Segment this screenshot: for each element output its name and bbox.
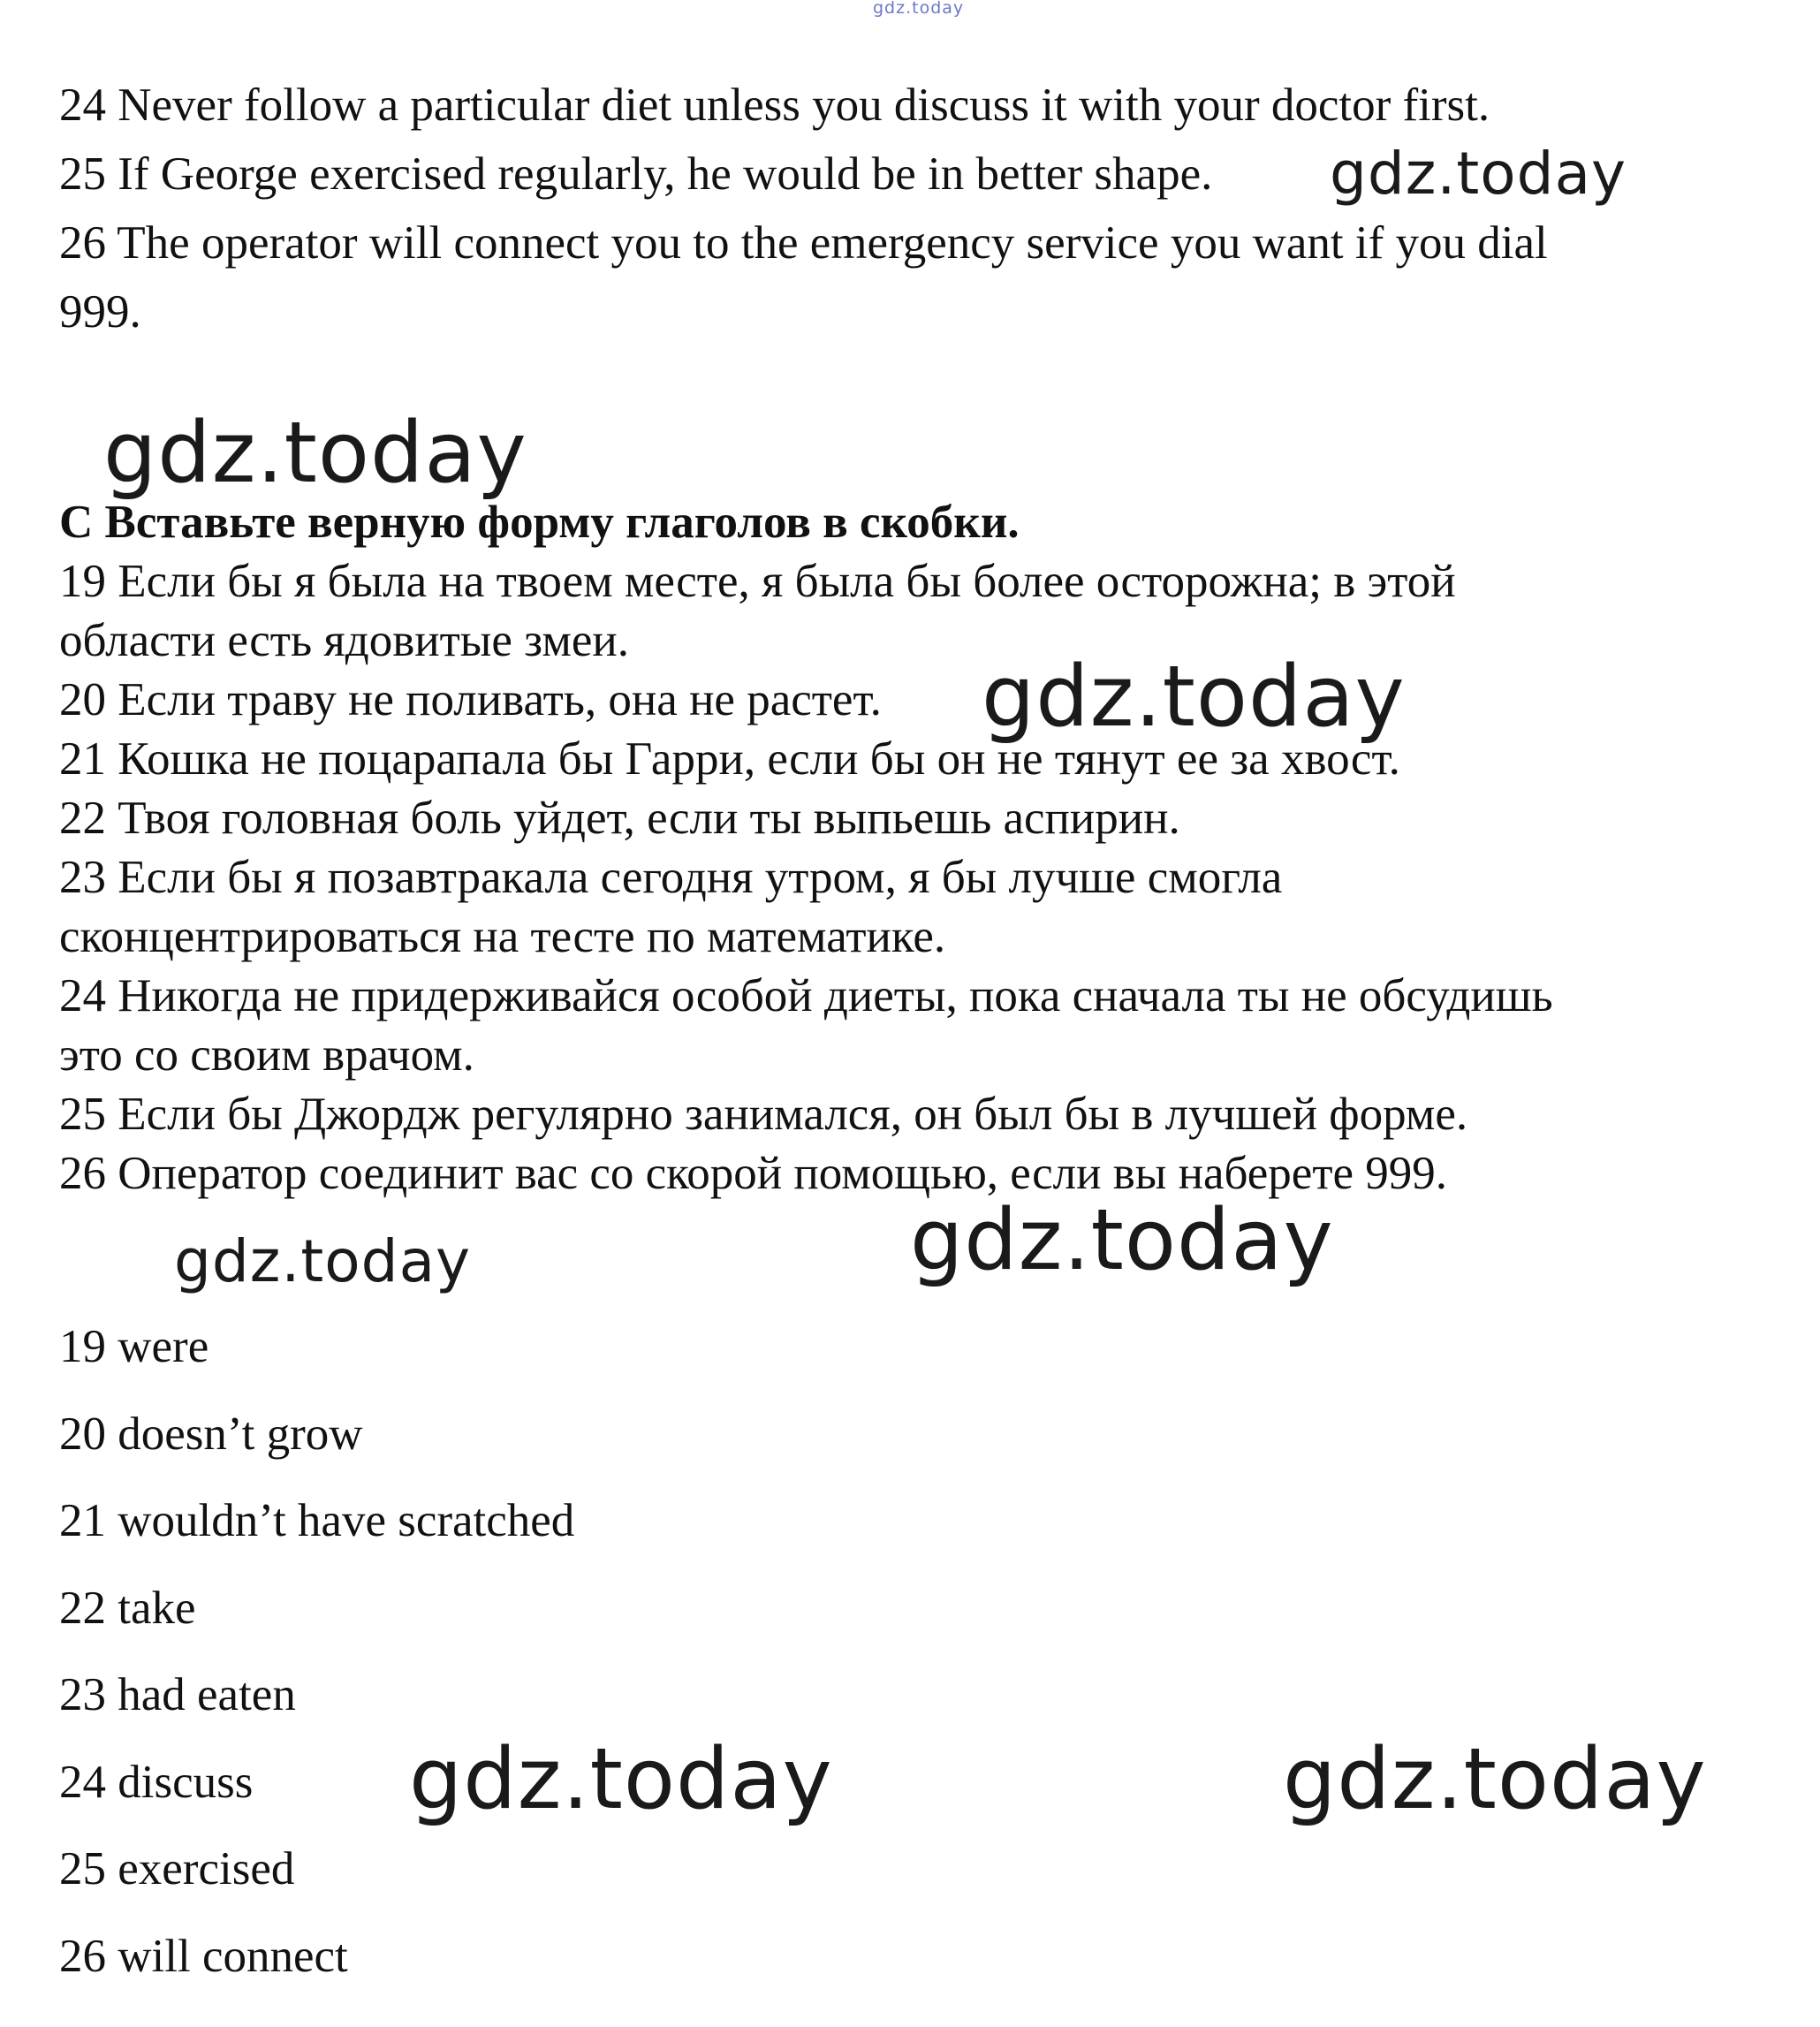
answer-22: 22 take bbox=[59, 1583, 196, 1634]
watermark-large-5: gdz.today bbox=[1283, 1731, 1707, 1828]
answer-25: 25 exercised bbox=[59, 1843, 295, 1894]
english-line-25: 25 If George exercised regularly, he would be in better shape. bbox=[59, 148, 1213, 200]
answer-20: 20 doesn’t grow bbox=[59, 1408, 363, 1460]
section-c-heading: C Вставьте верную форму глаголов в скобки. bbox=[59, 497, 1020, 548]
watermark-large-3: gdz.today bbox=[910, 1192, 1334, 1289]
watermark-large-2: gdz.today bbox=[982, 649, 1406, 746]
watermark-large-4: gdz.today bbox=[409, 1731, 833, 1828]
translation-line-20: 20 Если траву не поливать, она не растет. bbox=[59, 674, 882, 725]
watermark-inline-1: gdz.today bbox=[1330, 140, 1627, 208]
answer-21: 21 wouldn’t have scratched bbox=[59, 1495, 575, 1546]
answer-19: 19 were bbox=[59, 1321, 209, 1372]
watermark-medium-1: gdz.today bbox=[174, 1227, 472, 1295]
translation-line-19: 19 Если бы я была на твоем месте, я была бы более осторожна; в этой bbox=[59, 556, 1456, 607]
answer-26: 26 will connect bbox=[59, 1931, 348, 1982]
watermark-large-1: gdz.today bbox=[103, 405, 527, 502]
translation-line-23-cont: сконцентрироваться на тесте по математике. bbox=[59, 911, 946, 962]
english-line-24: 24 Never follow a particular diet unless you discuss it with your doctor first. bbox=[59, 80, 1490, 131]
english-line-26-cont: 999. bbox=[59, 286, 141, 338]
translation-line-26: 26 Оператор соединит вас со скорой помощью, если вы наберете 999. bbox=[59, 1148, 1448, 1199]
translation-line-23: 23 Если бы я позавтракала сегодня утром, я бы лучше смогла bbox=[59, 852, 1283, 903]
answer-24: 24 discuss bbox=[59, 1757, 254, 1808]
translation-line-25: 25 Если бы Джордж регулярно занимался, он был бы в лучшей форме. bbox=[59, 1089, 1468, 1140]
translation-line-22: 22 Твоя головная боль уйдет, если ты выпьешь аспирин. bbox=[59, 793, 1180, 844]
translation-line-19-cont: области есть ядовитые змеи. bbox=[59, 615, 630, 666]
answer-23: 23 had eaten bbox=[59, 1669, 296, 1720]
watermark-top: gdz.today bbox=[873, 0, 965, 18]
translation-line-21: 21 Кошка не поцарапала бы Гарри, если бы он не тянут ее за хвост. bbox=[59, 733, 1400, 785]
translation-line-24: 24 Никогда не придерживайся особой диеты, пока сначала ты не обсудишь bbox=[59, 970, 1553, 1021]
english-line-26: 26 The operator will connect you to the emergency service you want if you dial bbox=[59, 217, 1548, 269]
translation-line-24-cont: это со своим врачом. bbox=[59, 1029, 474, 1081]
